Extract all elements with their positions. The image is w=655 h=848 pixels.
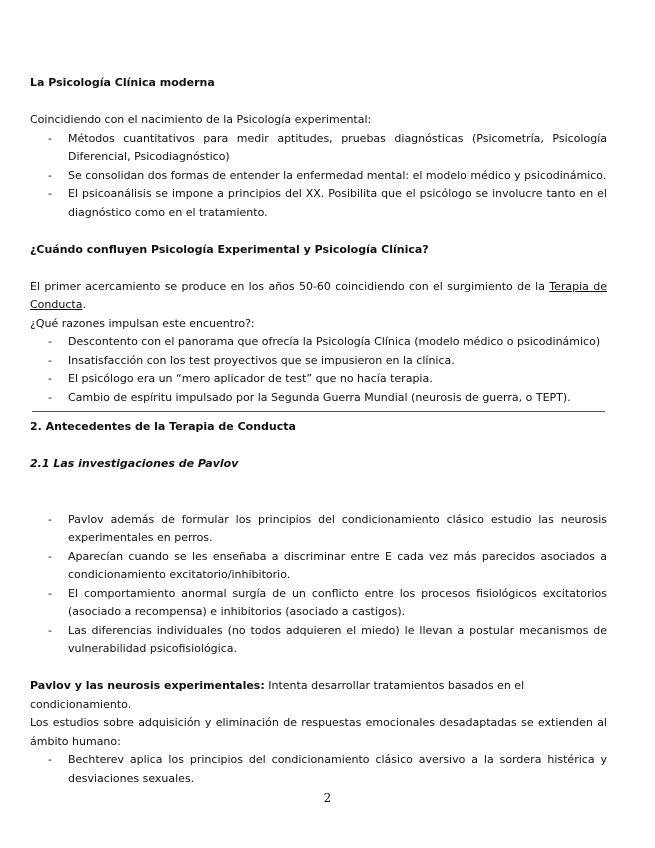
- dash-marker: -: [48, 512, 52, 526]
- horizontal-divider: [32, 411, 605, 412]
- bullet-list-bechterev: [30, 751, 607, 788]
- dash-marker: -: [48, 353, 52, 367]
- list-item: - El comportamiento anormal surgía de un conflicto entre los procesos fisiológicos excitatorios (asociado a recompensa) e inhibitorios (asociado a castigos).: [48, 586, 607, 618]
- intro-paragraph: Coincidiendo con el nacimiento de la Psicología experimental:: [30, 113, 372, 126]
- dash-marker: -: [48, 586, 52, 600]
- page-content: [30, 74, 607, 788]
- page-number: 2: [323, 791, 332, 805]
- dash-marker: -: [48, 390, 52, 404]
- dash-marker: -: [48, 753, 52, 766]
- dash-marker: -: [48, 623, 52, 637]
- list-item: - El psicólogo era un “mero aplicador de test” que no hacía terapia.: [30, 370, 607, 389]
- section-heading-antecedentes: 2. Antecedentes de la Terapia de Conducta: [30, 420, 296, 433]
- subsection-heading-pavlov: 2.1 Las investigaciones de Pavlov: [30, 457, 239, 470]
- list-item: - Aparecían cuando se les enseñaba a discriminar entre E cada vez más parecidos asociados a condicionamiento excitatorio/inhibitorio.: [48, 549, 607, 581]
- list-item: - Pavlov además de formular los principios del condicionamiento clásico estudio las neurosis experimentales en perros.: [48, 512, 607, 544]
- bullet-list-razones: [30, 333, 607, 407]
- dash-marker: -: [48, 168, 52, 182]
- dash-marker: -: [48, 187, 52, 200]
- section-heading-confluyen: ¿Cuándo confluyen Psicología Experimental y Psicología Clínica?: [30, 242, 429, 256]
- estudios-paragraph: Los estudios sobre adquisición y eliminación de respuestas emocionales desadaptadas se extienden al ámbito humano:: [30, 716, 607, 748]
- list-item: - Insatisfacción con los test proyectivos que se impusieron en la clínica.: [30, 352, 607, 371]
- list-item: - Métodos cuantitativos para medir aptitudes, pruebas diagnósticas (Psicometría, Psicología Diferencial, Psicodiagnóstico): [48, 131, 607, 163]
- list-item: - Descontento con el panorama que ofrecía la Psicología Clínica (modelo médico o psicodinámico): [30, 333, 607, 352]
- bullet-list-pavlov: [30, 511, 607, 659]
- list-item: - Se consolidan dos formas de entender la enfermedad mental: el modelo médico y psicodinámico.: [30, 167, 607, 186]
- acercamiento-paragraph: El primer acercamiento se produce en los años 50-60 coincidiendo con el surgimiento de la Terapia de Conducta.: [30, 279, 607, 311]
- list-item: - Bechterev aplica los principios del condicionamiento clásico aversivo a la sordera histérica y desviaciones sexuales.: [48, 753, 607, 785]
- bullet-list-psicologia-clinica: [30, 130, 607, 223]
- list-item: - El psicoanálisis se impone a principios del XX. Posibilita que el psicólogo se involucre tanto en el diagnóstico como en el tratamiento.: [48, 187, 607, 219]
- list-item: - Las diferencias individuales (no todos adquieren el miedo) le llevan a postular mecanismos de vulnerabilidad psicofisiológica.: [48, 623, 607, 655]
- pavlov-neurosis-paragraph: Pavlov y las neurosis experimentales: Intenta desarrollar tratamientos basados en el condicionamiento.: [30, 679, 525, 711]
- dash-marker: -: [48, 131, 52, 145]
- dash-marker: -: [48, 372, 52, 385]
- question-paragraph: ¿Qué razones impulsan este encuentro?:: [30, 316, 255, 330]
- section-heading-psicologia-clinica: La Psicología Clínica moderna: [30, 76, 215, 89]
- list-item: - Cambio de espíritu impulsado por la Segunda Guerra Mundial (neurosis de guerra, o TEPT).: [30, 389, 607, 408]
- dash-marker: -: [48, 549, 52, 563]
- terapia-de-conducta-link[interactable]: Terapia de Conducta: [30, 279, 607, 311]
- dash-marker: -: [48, 335, 52, 348]
